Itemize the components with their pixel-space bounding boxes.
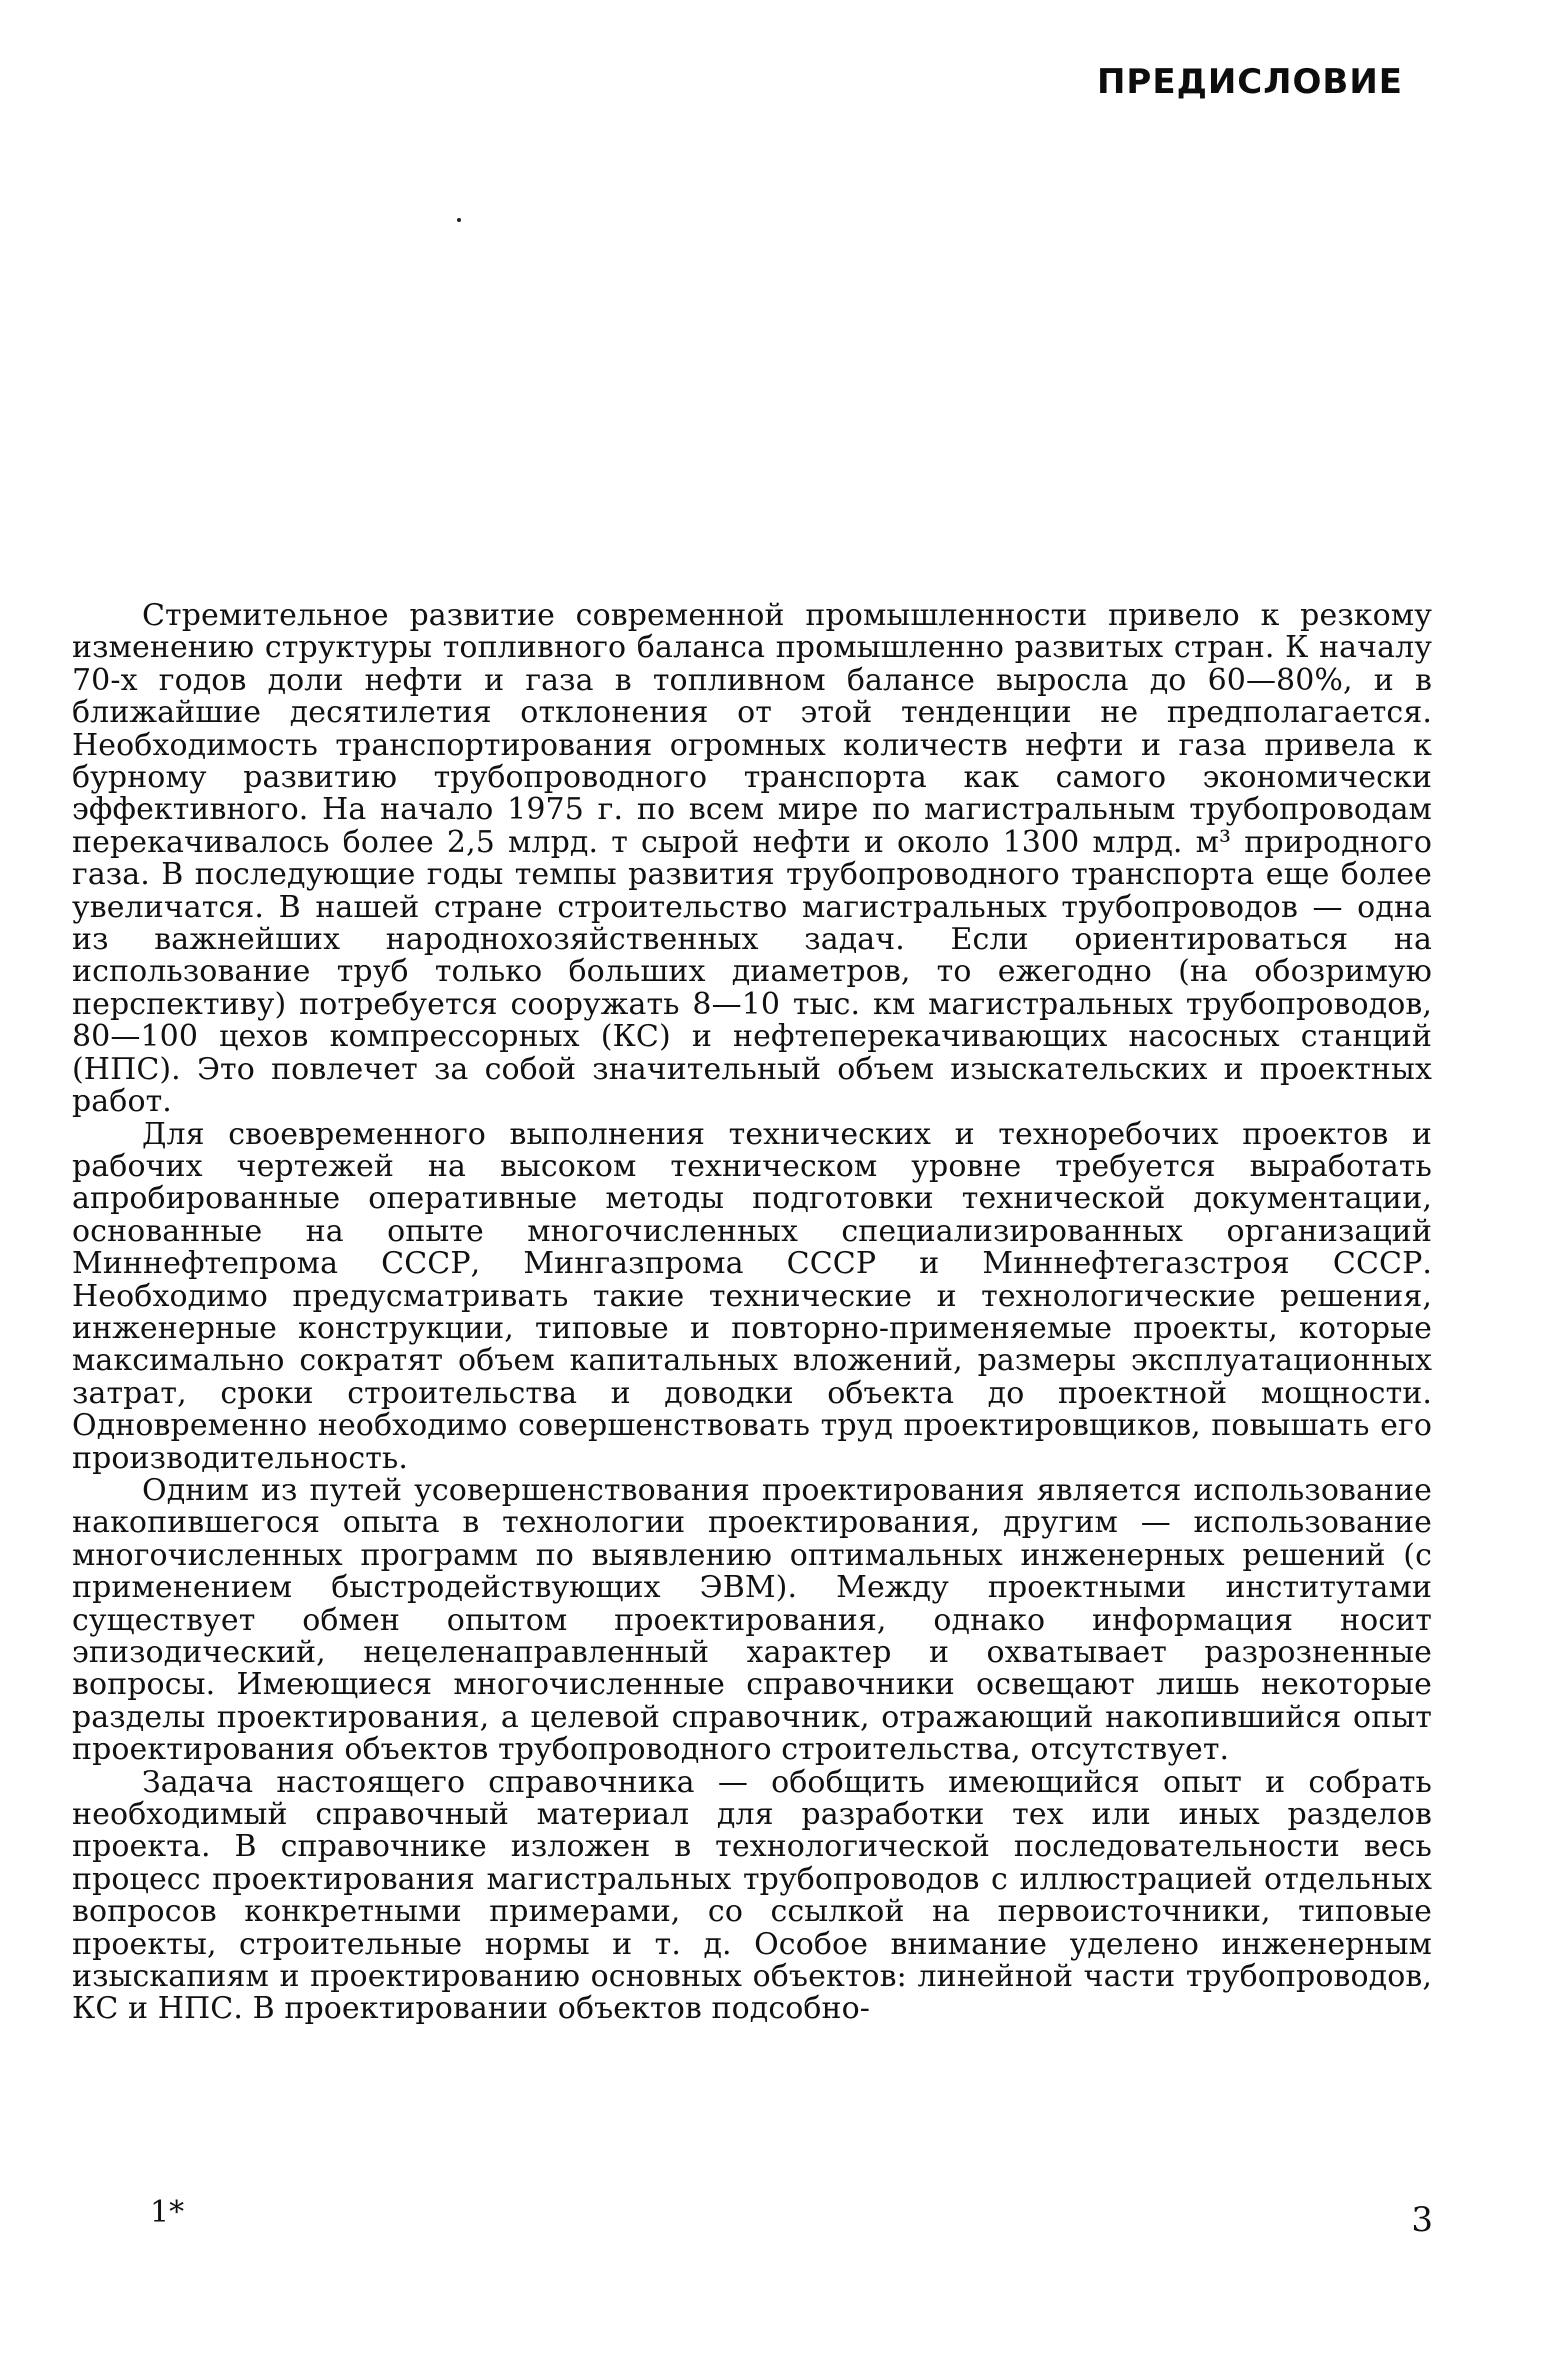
signature-mark: 1* xyxy=(150,2195,185,2230)
paragraph-2: Для своевременного выполнения технических и техноребочих проектов и рабочих чертежей на высоком техническом уровне требуется выработать апробированные оперативные методы подготовки технической документации, основанные на опыте многочисленных специализированных организаций Миннефтепрома СССР, Мингазпрома СССР и Миннефтегазстроя СССР. Необходимо предусматривать такие технические и технологические решения, инженерные конструкции, типовые и повторно-применяемые проекты, которые максимально сократят объем капитальных вложений, размеры эксплуатационных затрат, сроки строительства и доводки объекта до проектной мощности. Одновременно необходимо совершенствовать труд проектировщиков, повышать его производительность. xyxy=(72,1116,1432,1476)
paragraph-4: Задача настоящего справочника — обобщить имеющийся опыт и собрать необходимый справочный материал для разработки тех или иных разделов проекта. В справочнике изложен в технологической последовательности весь процесс проектирования магистральных трубопроводов с иллюстрацией отдельных вопросов конкретными примерами, со ссылкой на первоисточники, типовые проекты, строительные нормы и т. д. Особое внимание уделено инженерным изыскапиям и проектированию основных объектов: линейной части трубопроводов, КС и НПС. В проектировании объектов подсобно- xyxy=(72,1764,1432,2027)
print-speck xyxy=(457,218,461,222)
paragraph-1: Стремительное развитие современной промышленности привело к резкому изменению структуры топливного баланса промышленно развитых стран. К началу 70-х годов доли нефти и газа в топливном балансе выросла до 60—80%, и в ближайшие десятилетия отклонения от этой тенденции не предполагается. Необходимость транспортирования огромных количеств нефти и газа привела к бурному развитию трубопроводного транспорта как самого экономически эффективного. На начало 1975 г. по всем мире по магистральным трубопроводам перекачивалось более 2,5 млрд. т сырой нефти и около 1300 млрд. м³ природного газа. В последующие годы темпы развития трубопроводного транспорта еще более увеличатся. В нашей стране строительство магистральных трубопроводов — одна из важнейших народнохозяйственных задач. Если ориентироваться на использование труб только больших диаметров, то ежегодно (на обозримую перспективу) потребуется сооружать 8—10 тыс. км магистральных трубопроводов, 80—100 цехов компрессорных (КС) и нефтеперекачивающих насосных станций (НПС). Это повлечет за собой значительный объем изыскательских и проектных работ. xyxy=(72,598,1432,1120)
body-text xyxy=(72,600,1432,2026)
paragraph-3: Одним из путей усовершенствования проектирования является использование накопившегося опыта в технологии проектирования, другим — использование многочисленных программ по выявлению оптимальных инженерных решений (с применением быстродействующих ЭВМ). Между проектными институтами существует обмен опытом проектирования, однако информация носит эпизодический, нецеленаправленный характер и охватывает разрозненные вопросы. Имеющиеся многочисленные справочники освещают лишь некоторые разделы проектирования, а целевой справочник, отражающий накопившийся опыт проектирования объектов трубопроводного строительства, отсутствует. xyxy=(72,1472,1432,1768)
page-number: 3 xyxy=(1411,2200,1433,2240)
page-heading: ПРЕДИСЛОВИЕ xyxy=(1096,62,1403,102)
